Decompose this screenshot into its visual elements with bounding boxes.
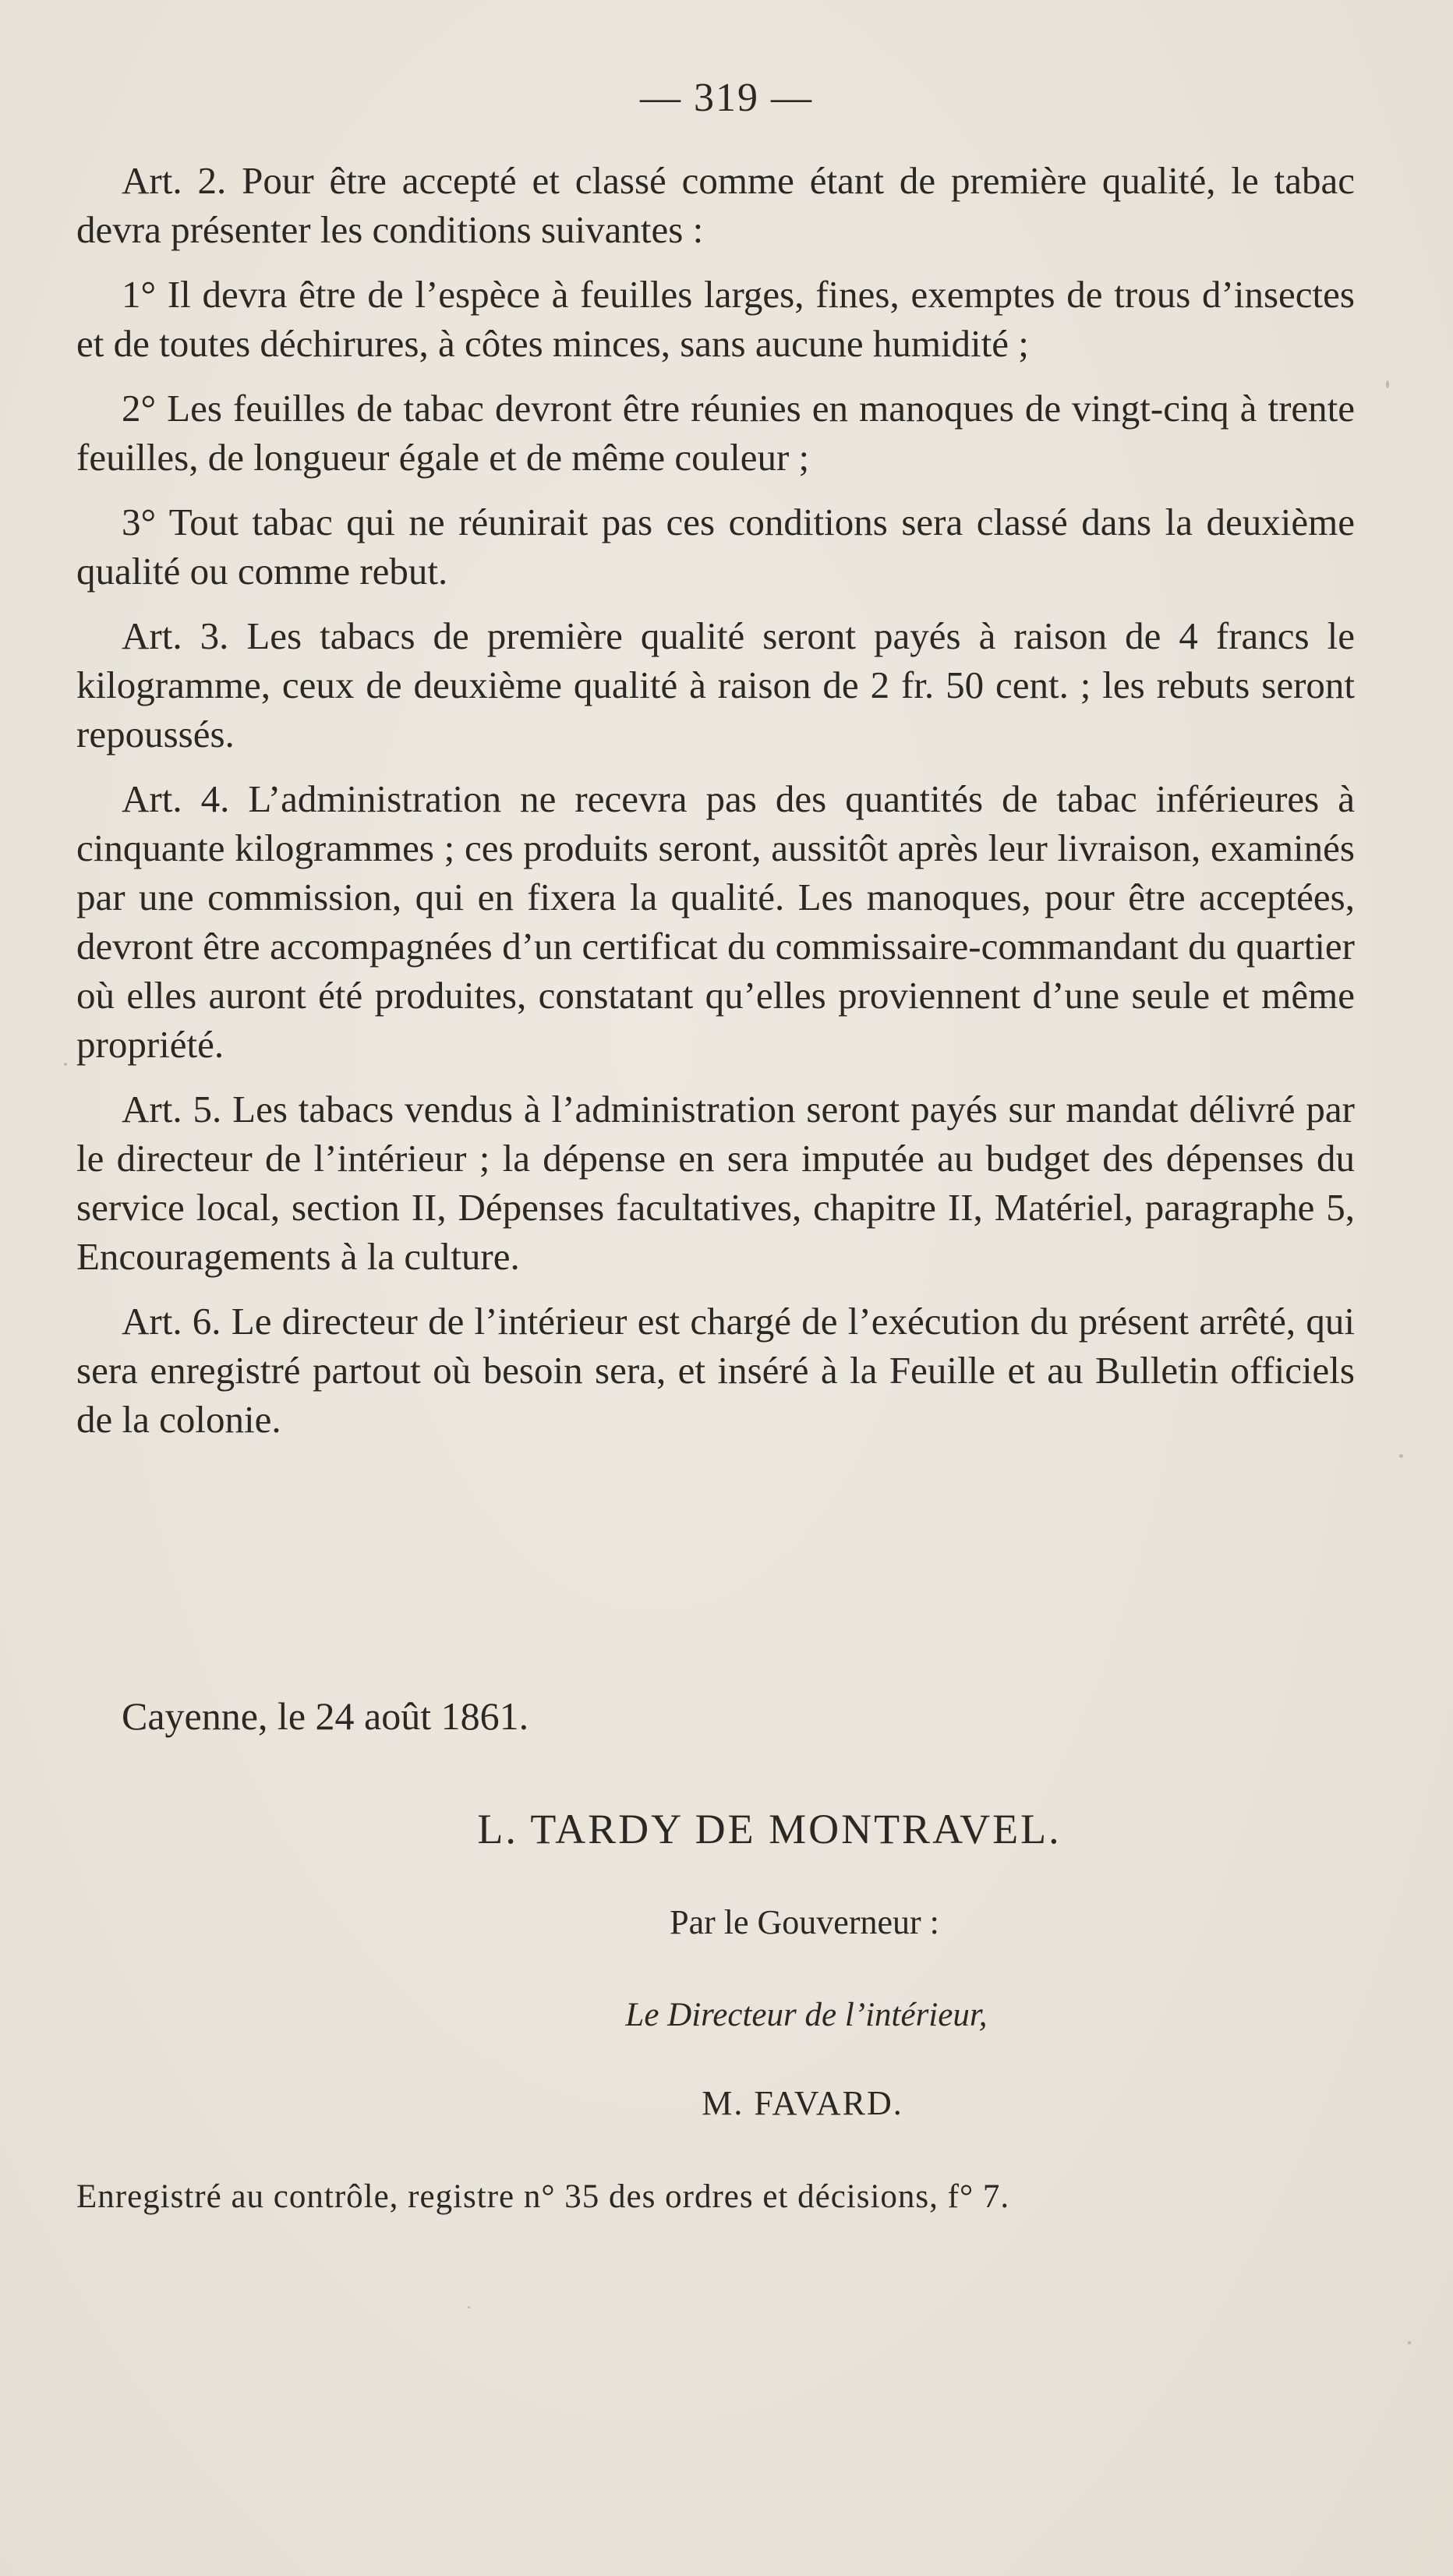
paper-speck (1408, 2341, 1411, 2344)
registration-note: Enregistré au contrôle, registre n° 35 des ordres et décisions, f° 7. (76, 2178, 1010, 2215)
decree-body (76, 156, 1355, 1460)
director-name: M. FAVARD. (702, 2084, 903, 2122)
article-6-paragraph: Art. 6. Le directeur de l’intérieur est chargé de l’exécution du présent arrêté, qui sera enregistré partout où besoin sera, et inséré à la Feuille et au Bulletin officiels de la colonie. (76, 1300, 1355, 1441)
director-title: Le Directeur de l’intérieur, (625, 1997, 988, 2033)
article-3-paragraph: Art. 3. Les tabacs de première qualité seront payés à raison de 4 francs le kilogramme, ceux de deuxième qualité à raison de 2 fr. 50 cent. ; les rebuts seront repoussés. (76, 614, 1355, 755)
dateline: Cayenne, le 24 août 1861. (122, 1694, 529, 1738)
article-5-paragraph: Art. 5. Les tabacs vendus à l’administration seront payés sur mandat délivré par le directeur de l’intérieur ; la dépense en sera imputée au budget des dépenses du service local, section II, Dépenses facultatives, chapitre II, Matériel, paragraphe 5, Encouragements à la culture. (76, 1088, 1355, 1278)
page-number: — 319 — (640, 76, 813, 120)
paper-speck (468, 2306, 470, 2309)
article-2-paragraph: Art. 2. Pour être accepté et classé comme étant de première qualité, le tabac devra présenter les conditions suivantes : (76, 159, 1355, 251)
by-governor-line: Par le Gouverneur : (670, 1903, 939, 1941)
governor-signature: L. TARDY DE MONTRAVEL. (477, 1806, 1062, 1852)
paper-speck (1399, 1454, 1403, 1458)
condition-2-paragraph: 2° Les feuilles de tabac devront être réunies en manoques de vingt-cinq à trente feuilles, de longueur égale et de même couleur ; (76, 387, 1355, 479)
condition-3-paragraph: 3° Tout tabac qui ne réunirait pas ces conditions sera classé dans la deuxième qualité ou comme rebut. (76, 501, 1355, 593)
paper-speck (1386, 380, 1389, 388)
condition-1-paragraph: 1° Il devra être de l’espèce à feuilles larges, fines, exemptes de trous d’insectes et de toutes déchirures, à côtes minces, sans aucune humidité ; (76, 273, 1355, 365)
article-4-paragraph: Art. 4. L’administration ne recevra pas des quantités de tabac inférieures à cinquante kilogrammes ; ces produits seront, aussitôt après leur livraison, examinés par une commission, qui en fixera la qualité. Les manoques, pour être acceptées, devront être accompagnées d’un certificat du commissaire-commandant du quartier où elles auront été produites, constatant qu’elles proviennent d’une seule et même propriété. (76, 777, 1355, 1066)
paper-speck (64, 1063, 67, 1066)
